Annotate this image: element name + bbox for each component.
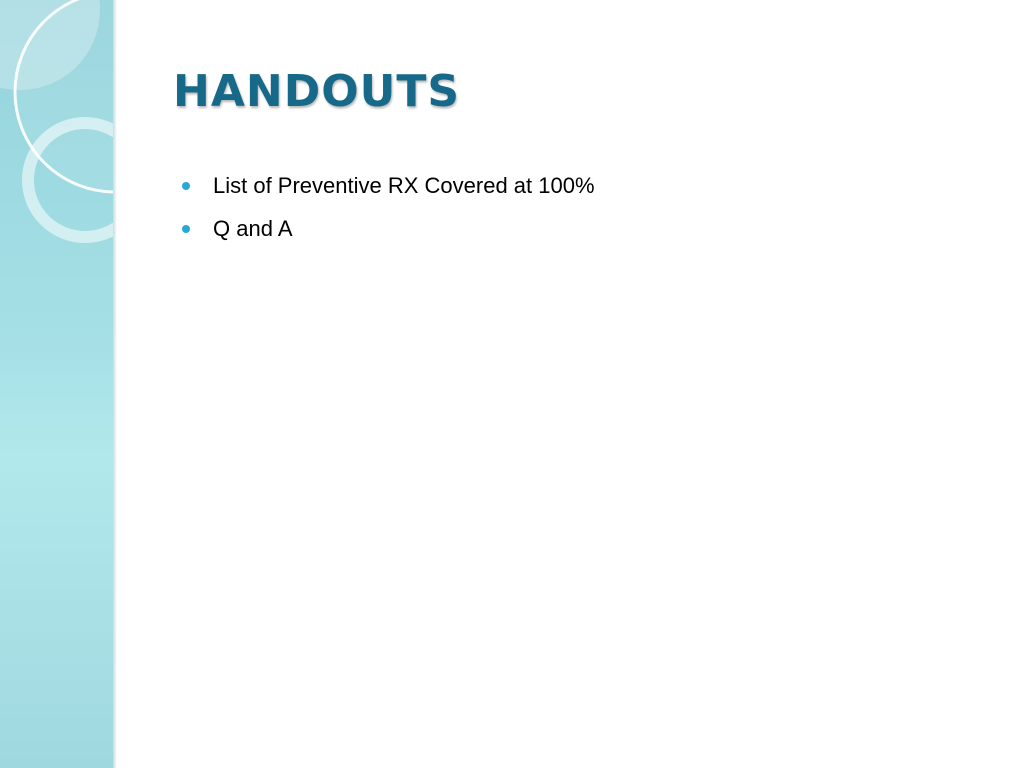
bullet-dot-icon <box>182 225 190 233</box>
list-item <box>182 213 595 256</box>
bullet-dot-icon <box>182 182 190 190</box>
side-band <box>0 0 113 768</box>
bullet-text: Q and A <box>213 216 293 241</box>
bullet-text: List of Preventive RX Covered at 100% <box>213 173 595 198</box>
list-item <box>182 170 595 213</box>
decorative-circles <box>0 0 113 300</box>
band-shadow <box>113 0 117 768</box>
slide-title: HANDOUTS <box>173 66 461 117</box>
bullet-list <box>182 170 595 256</box>
